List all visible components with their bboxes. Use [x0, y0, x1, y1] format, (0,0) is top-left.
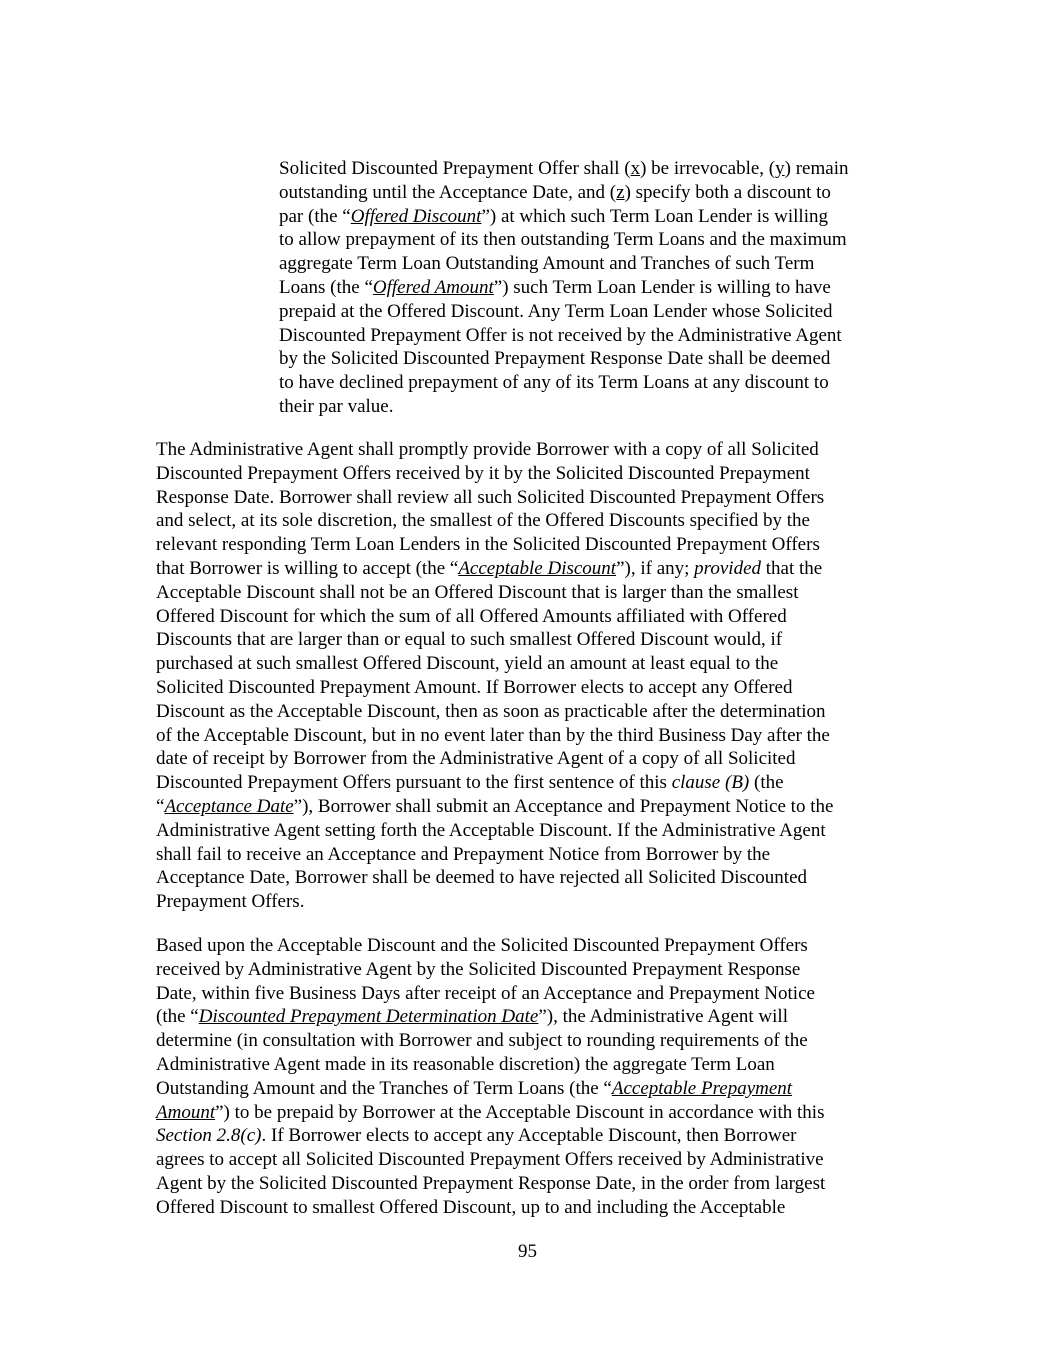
- page-number: 95: [518, 1241, 537, 1262]
- text-line: [156, 934, 825, 958]
- text-run: ) specify both a discount to: [624, 181, 831, 203]
- text-run: Discounted Prepayment Offers pursuant to the first sentence of this: [156, 772, 672, 794]
- text-line: [279, 276, 848, 300]
- text-run: The Administrative Agent shall promptly provide Borrower with a copy of all Solicited: [156, 439, 819, 460]
- text-line: [156, 982, 825, 1006]
- text-line: [279, 300, 848, 324]
- text-run: ”) at which such Term Loan Lender is willing: [481, 205, 828, 227]
- text-run: Prepayment Offers.: [156, 891, 305, 913]
- text-run: Response Date. Borrower shall review all such Solicited Discounted Prepayment Offers: [156, 486, 825, 508]
- text-run: Discounted Prepayment Offers received by it by the Solicited Discounted Prepayment: [156, 462, 810, 484]
- text-line: [156, 958, 825, 982]
- text-line: [279, 181, 848, 205]
- text-run: aggregate Term Loan Outstanding Amount and Tranches of such Term: [279, 253, 815, 275]
- text-run: by the Solicited Discounted Prepayment Response Date shall be deemed: [279, 348, 831, 370]
- text-run: purchased at such smallest Offered Discount, yield an amount at least equal to the: [156, 653, 779, 675]
- text-run: Date, within five Business Days after receipt of an Acceptance and Prepayment Notice: [156, 982, 815, 1004]
- defined-term: Offered Discount: [350, 205, 482, 227]
- underlined-clause-letter: z: [616, 181, 625, 203]
- text-run: (the “: [156, 1006, 199, 1028]
- text-run: and select, at its sole discretion, the smallest of the Offered Discounts specified by the: [156, 510, 810, 532]
- text-line: [156, 581, 833, 605]
- text-run: of the Acceptable Discount, but in no event later than by the third Business Day after the: [156, 724, 830, 746]
- text-run: date of receipt by Borrower from the Administrative Agent of a copy of all Solicited: [156, 748, 796, 770]
- text-run: prepaid at the Offered Discount. Any Term Loan Lender whose Solicited: [279, 300, 833, 322]
- underlined-clause-letter: y: [775, 158, 785, 179]
- text-line: [156, 509, 833, 533]
- text-run: ”), the Administrative Agent will: [538, 1006, 788, 1028]
- text-line: [156, 462, 833, 486]
- text-line: [279, 324, 848, 348]
- text-line: [156, 724, 833, 748]
- text-line: [156, 557, 833, 581]
- text-run: Discount as the Acceptable Discount, then as soon as practicable after the determination: [156, 700, 826, 722]
- text-line: [156, 1077, 825, 1101]
- italic-reference: Section 2.8(c): [156, 1125, 262, 1147]
- text-line: [279, 228, 848, 252]
- text-run: to have declined prepayment of any of its Term Loans at any discount to: [279, 372, 829, 394]
- text-run: Offered Discount to smallest Offered Discount, up to and including the Acceptable: [156, 1196, 786, 1218]
- text-line: [156, 533, 833, 557]
- acceptable-prepayment-amount-paragraph: [156, 934, 825, 1220]
- text-run: “: [156, 795, 165, 817]
- indented-clause-paragraph: [279, 157, 848, 419]
- italic-reference: clause (B): [671, 772, 750, 794]
- text-run: ”) such Term Loan Lender is willing to have: [493, 276, 831, 298]
- defined-term: Amount: [156, 1101, 216, 1123]
- text-line: [156, 605, 833, 629]
- text-run: ”), Borrower shall submit an Acceptance and Prepayment Notice to the: [293, 795, 834, 817]
- defined-term: Acceptance Date: [164, 795, 294, 817]
- text-run: Acceptance Date, Borrower shall be deemed to have rejected all Solicited Discounted: [156, 867, 808, 889]
- text-line: [156, 628, 833, 652]
- underlined-clause-letter: x: [630, 158, 641, 179]
- text-line: [156, 866, 833, 890]
- text-run: determine (in consultation with Borrower and subject to rounding requirements of the: [156, 1030, 808, 1052]
- text-run: to allow prepayment of its then outstanding Term Loans and the maximum: [279, 229, 847, 251]
- text-run: Discounts that are larger than or equal to such smallest Offered Discount would, if: [156, 629, 783, 651]
- defined-term: Discounted Prepayment Determination Date: [198, 1006, 539, 1028]
- text-line: [156, 843, 833, 867]
- text-line: [156, 747, 833, 771]
- text-run: (the: [749, 772, 784, 794]
- text-run: Based upon the Acceptable Discount and the Solicited Discounted Prepayment Offers: [156, 935, 808, 956]
- text-run: that Borrower is willing to accept (the “: [156, 557, 459, 579]
- text-line: [279, 347, 848, 371]
- text-run: Solicited Discounted Prepayment Amount. If Borrower elects to accept any Offered: [156, 676, 793, 698]
- text-run: Outstanding Amount and the Tranches of Term Loans (the “: [156, 1077, 612, 1099]
- defined-term: Acceptable Discount: [458, 557, 617, 579]
- text-run: received by Administrative Agent by the Solicited Discounted Prepayment Response: [156, 958, 801, 980]
- text-line: [156, 652, 833, 676]
- acceptable-discount-paragraph: [156, 438, 833, 914]
- defined-term: Acceptable Prepayment: [611, 1077, 793, 1099]
- text-run: ) remain: [784, 158, 849, 179]
- text-line: [156, 890, 833, 914]
- text-line: [156, 676, 833, 700]
- text-run: ”) to be prepaid by Borrower at the Acceptable Discount in accordance with this: [215, 1101, 825, 1123]
- text-run: their par value.: [279, 395, 394, 417]
- text-line: [279, 371, 848, 395]
- text-line: [156, 1101, 825, 1125]
- text-run: shall fail to receive an Acceptance and Prepayment Notice from Borrower by the: [156, 843, 771, 865]
- text-run: Offered Discount for which the sum of all Offered Amounts affiliated with Offered: [156, 605, 787, 627]
- text-line: [156, 1196, 825, 1220]
- text-line: [156, 1053, 825, 1077]
- text-line: [279, 157, 848, 181]
- text-run: outstanding until the Acceptance Date, and (: [279, 181, 617, 203]
- text-run: ”), if any;: [616, 557, 695, 579]
- text-run: Administrative Agent made in its reasonable discretion) the aggregate Term Loan: [156, 1053, 775, 1075]
- text-line: [156, 795, 833, 819]
- text-run: agrees to accept all Solicited Discounted Prepayment Offers received by Administrative: [156, 1149, 824, 1171]
- text-run: Discounted Prepayment Offer is not received by the Administrative Agent: [279, 324, 842, 346]
- text-line: [156, 1148, 825, 1172]
- italic-reference: provided: [694, 557, 762, 579]
- text-line: [156, 1172, 825, 1196]
- text-run: Loans (the “: [279, 276, 373, 298]
- text-run: Solicited Discounted Prepayment Offer shall (: [279, 158, 631, 179]
- text-line: [156, 1124, 825, 1148]
- text-line: [156, 486, 833, 510]
- text-run: ) be irrevocable, (: [640, 158, 776, 179]
- text-line: [156, 771, 833, 795]
- text-line: [279, 205, 848, 229]
- text-line: [156, 1005, 825, 1029]
- text-line: [279, 395, 848, 419]
- defined-term: Offered Amount: [372, 276, 494, 298]
- text-run: relevant responding Term Loan Lenders in the Solicited Discounted Prepayment Offers: [156, 534, 820, 556]
- text-line: [156, 819, 833, 843]
- text-run: Administrative Agent setting forth the Acceptable Discount. If the Administrative Agent: [156, 819, 826, 841]
- text-run: . If Borrower elects to accept any Acceptable Discount, then Borrower: [261, 1125, 797, 1147]
- text-run: that the: [761, 557, 823, 579]
- text-line: [156, 1029, 825, 1053]
- text-run: par (the “: [279, 205, 351, 227]
- text-line: [156, 438, 833, 462]
- text-line: [156, 700, 833, 724]
- text-line: [279, 252, 848, 276]
- text-run: Acceptable Discount shall not be an Offered Discount that is larger than the smallest: [156, 581, 799, 603]
- text-run: Agent by the Solicited Discounted Prepayment Response Date, in the order from largest: [156, 1172, 826, 1194]
